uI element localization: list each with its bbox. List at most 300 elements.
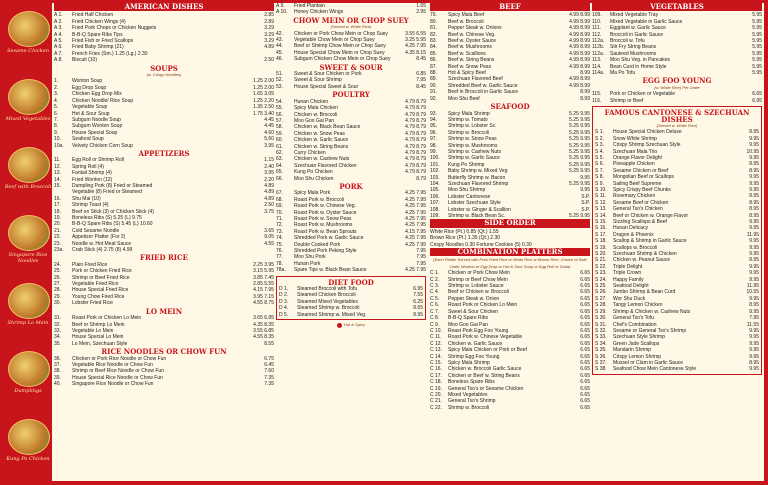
item-price: 8.79 <box>416 175 426 182</box>
item-name: Vegetable Soup <box>72 104 108 111</box>
item-name: Baby Shrimp w. Mixed Veg <box>448 168 508 175</box>
item-name: Pork or Chicken Fried Rice <box>72 268 132 275</box>
column-2 <box>276 3 426 481</box>
item-number: 7. <box>54 116 59 123</box>
item-price: 5.95 <box>752 44 762 51</box>
item-price: 9.95 <box>749 308 759 315</box>
item-number: S 5. <box>595 154 604 161</box>
poultry-heading: POULTRY <box>332 90 370 100</box>
item-number: 76. <box>276 248 283 255</box>
item-number: C 17. <box>430 372 442 379</box>
item-number: 115. <box>592 91 602 98</box>
diet-box <box>276 276 426 320</box>
item-price: 6.65 <box>580 295 590 302</box>
item-price: 8.95 <box>749 212 759 219</box>
item-price: 4.79 8.79 <box>405 169 426 176</box>
hot-spicy-icon <box>337 323 342 328</box>
item-name: Beef w. Mushrooms <box>448 44 492 51</box>
item-name: Spicy Mala Beef <box>448 12 485 19</box>
food-photo <box>8 147 50 183</box>
item-price: 9.95 <box>580 174 590 181</box>
item-number: 20. <box>54 221 61 228</box>
item-number: 37. <box>54 361 61 368</box>
item-number: C 8. <box>430 315 440 322</box>
item-number: C 14. <box>430 353 442 360</box>
item-price: 5.95 <box>752 12 762 19</box>
item-price: 8.95 <box>749 129 759 136</box>
item-name: Chicken w. Peanut Sauce <box>613 257 670 264</box>
item-number: 6. <box>54 110 59 117</box>
item-number: 19. <box>54 215 61 221</box>
item-price: 4.79 8.79 <box>405 124 426 131</box>
item-price: 8.45 <box>416 56 426 63</box>
item-number: S 25. <box>595 283 607 290</box>
item-name: Shrimp w. Snow Peas <box>448 136 497 143</box>
item-price: 6.95 <box>413 286 423 293</box>
specials-heading: FAMOUS CANTONESE & SZECHUAN DISHES <box>604 108 750 124</box>
item-number: 74. <box>276 235 283 242</box>
item-name: Spicy Mala Chicken or Pork or Beef <box>448 347 527 354</box>
item-number: S 23. <box>595 270 607 277</box>
item-number: A 1. <box>54 12 63 19</box>
item-price: 3.65 <box>264 227 274 234</box>
menu-item <box>595 366 759 372</box>
item-name: Lobster w. Ginger & Scallion <box>448 206 511 213</box>
item-name: Lo Mein, Szechuan Style <box>72 340 128 347</box>
item-name: Chicken w. Garlic Sauce <box>294 137 349 144</box>
item-number: 25. <box>54 268 61 275</box>
item-number: S 19. <box>595 244 607 251</box>
item-number: S 3. <box>595 142 604 149</box>
item-price: 11.95 <box>746 231 759 238</box>
menu-item <box>276 176 426 182</box>
menu-item <box>276 56 426 62</box>
item-number: 93. <box>430 110 437 117</box>
item-price: 6.65 <box>580 327 590 334</box>
item-price: 8.95 <box>749 302 759 309</box>
item-name: Szechuan Mala Trio <box>613 148 658 155</box>
item-price: 4.99 8.99 <box>569 82 590 89</box>
item-name: General Tso's Chicken <box>613 206 663 213</box>
photo-caption: Shrimp Lo Mein <box>7 320 49 326</box>
item-number: S 31. <box>595 321 607 328</box>
item-number: 26. <box>54 274 61 281</box>
item-price: 7.55 <box>413 292 423 299</box>
item-price: 4.99 8.99 <box>569 50 590 57</box>
item-price: 3.55 6.55 <box>405 30 426 37</box>
item-price: 6.95 <box>752 97 762 104</box>
item-number: 85. <box>430 50 437 57</box>
item-price: 4.89 <box>264 195 274 202</box>
item-name: Cold Sesame Noodle <box>72 227 120 234</box>
item-number: 83. <box>430 38 437 45</box>
item-price: 4.99 8.99 <box>569 44 590 51</box>
item-number: 64. <box>276 162 283 169</box>
item-number: 102. <box>430 168 440 175</box>
item-name: Shrimp w. Tomato <box>448 116 488 123</box>
item-number: C 10. <box>430 327 442 334</box>
item-price: 5.95 <box>752 70 762 77</box>
item-name: Beef or Shrimp Chow Mein or Chop Suey <box>294 43 386 50</box>
item-name: Spicy Mala Shrimp <box>448 110 490 117</box>
item-name: Shrimp w. Lobster Sauce <box>448 283 504 290</box>
item-number: 35. <box>54 340 61 347</box>
item-name: Moo Shu Pork <box>294 254 326 261</box>
item-price: 4.15 7.95 <box>405 228 426 235</box>
rice_noodles-heading: RICE NOODLES OR CHOW FUN <box>101 347 227 357</box>
item-price: 6.65 <box>580 283 590 290</box>
item-price: 8.65 <box>413 305 423 312</box>
item-name: Sauteed Mushrooms <box>610 50 657 57</box>
item-number: 62. <box>276 149 283 156</box>
item-price: 4.45 <box>264 116 274 123</box>
item-price: 9.95 <box>749 295 759 302</box>
item-number: C 7. <box>430 308 440 315</box>
column-1 <box>54 3 274 481</box>
item-number: 46. <box>276 56 283 63</box>
item-name: Curry Chicken <box>294 149 326 156</box>
item-name: Hunan Delicacy <box>613 225 649 232</box>
item-name: Pineapple Chicken <box>613 161 655 168</box>
item-number: 23. <box>54 240 61 247</box>
item-number: S 17. <box>595 231 607 238</box>
item-price: 4.25 7.95 <box>405 43 426 50</box>
item-name: Shrimp w. Garlic Sauce <box>448 155 500 162</box>
item-number: 33. <box>54 327 61 334</box>
item-number: S 9. <box>595 180 604 187</box>
appetizers-heading: APPETIZERS <box>138 148 190 158</box>
item-name: Chicken Noodle/ Rice Soup <box>72 97 134 104</box>
item-price: 8.95 <box>749 257 759 264</box>
item-name: Lobster Cantonese <box>448 193 491 200</box>
item-name: General Tso's Shrimp <box>448 398 496 405</box>
item-price: 4.55 8.75 <box>253 300 274 307</box>
item-number: 73. <box>276 228 283 235</box>
item-price: 4.35 8.35 <box>253 321 274 328</box>
item-name: Mixed Vegetable Tray <box>610 12 659 19</box>
item-number: S 26. <box>595 289 607 296</box>
item-number: 105. <box>430 187 440 194</box>
item-name: Lobster Fried Rice <box>72 300 113 307</box>
item-number: 67. <box>276 190 283 197</box>
item-name: Steamed Shrimp w. Mixed Veg. <box>297 311 367 318</box>
item-number: C 9. <box>430 321 440 328</box>
item-price: 6.65 <box>580 334 590 341</box>
item-number: 13. <box>54 170 61 177</box>
item-price: 10.55 <box>746 289 759 296</box>
item-number: 101. <box>430 161 440 168</box>
item-price: 9.95 <box>749 154 759 161</box>
item-number: C 22. <box>430 404 442 411</box>
item-number: 69. <box>276 203 283 210</box>
item-price: 4.89 <box>264 182 274 189</box>
item-price: 4.25 7.95 <box>405 216 426 222</box>
item-price: 9.95 <box>749 142 759 149</box>
item-name: Chicken w. Broccoli <box>294 111 338 118</box>
item-price: 4.79 8.79 <box>405 137 426 144</box>
item-price: 7.95 <box>416 77 426 84</box>
item-price: 5.95 <box>752 50 762 57</box>
item-name: Hunan Pork <box>294 260 321 267</box>
item-number: 81. <box>430 25 437 32</box>
item-price: 7.95 <box>416 248 426 255</box>
item-name: Bean Curd in Home Style <box>610 63 667 70</box>
item-price: S.P. <box>581 193 590 200</box>
food-photo <box>8 283 50 319</box>
item-name: Scallops w. Broccoli <box>613 244 658 251</box>
item-number: 36. <box>54 355 61 362</box>
item-number: 88. <box>430 70 437 77</box>
photo-caption: Mixed Vegetables <box>5 116 51 122</box>
item-price: 4.15 7.95 <box>253 287 274 294</box>
item-price: 4.99 8.99 <box>569 38 590 45</box>
item-name: Snow White Shrimp <box>613 135 657 142</box>
item-name: Roast Pork w. Chinese Vegetable <box>448 334 523 341</box>
item-number: S 18. <box>595 238 607 245</box>
item-number: 112b. <box>592 44 605 51</box>
item-price: 6.65 <box>580 315 590 322</box>
item-number: 9. <box>54 129 59 136</box>
item-price: 9.95 <box>580 187 590 194</box>
item-name: Biscuit (10) <box>72 57 98 64</box>
item-price: 7.35 <box>264 381 274 388</box>
item-price: 9.95 <box>749 135 759 142</box>
item-number: S 34. <box>595 340 607 347</box>
item-number: 31. <box>54 315 61 322</box>
item-price: 9.95 <box>749 334 759 341</box>
item-price: 7.95 <box>416 260 426 267</box>
item-price: 11.95 <box>746 283 759 290</box>
column-4 <box>592 3 762 481</box>
item-price: S.P. <box>581 206 590 213</box>
item-number: 29. <box>54 293 61 300</box>
item-number: 112a. <box>592 50 605 57</box>
item-price: 4.79 8.79 <box>405 111 426 118</box>
item-price: 3.29 <box>264 31 274 38</box>
item-number: A 9. <box>276 3 285 9</box>
item-name: Chicken w. Cashew Nuts <box>294 156 350 163</box>
item-name: Szechuan Shrimp & Chicken <box>613 251 677 258</box>
item-price: 5.95 <box>752 63 762 70</box>
item-price: 5.60 <box>264 136 274 143</box>
item-number: 52. <box>276 77 283 84</box>
item-number: D 4. <box>279 305 289 312</box>
photo-strip <box>4 3 52 481</box>
item-name: Spicy Mala Shrimp <box>448 359 490 366</box>
item-price: 4.89 <box>264 189 274 196</box>
item-name: Brown Rice (Pt.) 1.35 (Qt.) 2.30 <box>430 235 501 242</box>
menu-item <box>279 312 423 318</box>
item-name: House Special Fried Rice <box>72 287 129 294</box>
item-price: 4.35 8.15 <box>405 49 426 56</box>
item-price: 4.55 <box>264 240 274 247</box>
item-price: 4.25 7.95 <box>405 241 426 248</box>
item-price: 4.45 <box>264 123 274 130</box>
item-name: Fried Half Chicken <box>72 12 114 19</box>
item-price: 6.65 <box>580 347 590 354</box>
item-price: 4.99 8.99 <box>569 25 590 32</box>
item-number: 103. <box>430 174 440 181</box>
item-number: S 22. <box>595 263 607 270</box>
soups-heading: SOUPS <box>150 63 178 73</box>
item-number: 23a. <box>54 247 64 254</box>
item-name: Chicken w. Broccoli Garlic Sauce <box>448 366 522 373</box>
item-name: Dragon & Phoenix <box>613 231 654 238</box>
item-price: 9.95 <box>749 251 759 258</box>
item-number: 61. <box>276 143 283 150</box>
specials-subheading: (Served w. White Rice) <box>656 122 698 128</box>
item-name: Roast Pork w. Broccoli <box>294 196 345 203</box>
item-number: S 15. <box>595 219 607 225</box>
item-price: 5.25 9.95 <box>569 110 590 117</box>
item-name: Spicy Crispy Beef Chunks <box>613 186 671 193</box>
item-number: 92. <box>430 95 437 102</box>
item-name: Triple Delight <box>613 263 643 270</box>
menu-item <box>54 57 274 63</box>
item-number: 113. <box>592 57 602 64</box>
item-name: Vegetable Chow Mein or Chop Suey <box>294 37 375 44</box>
item-name: Orange Flavor Delight <box>613 154 662 161</box>
item-name: White Rice (Pt.) 0.85 (Qt.) 1.55 <box>430 228 499 235</box>
item-name: Steamed Chicken Broccoli <box>297 292 356 299</box>
item-number: S 4. <box>595 148 604 155</box>
item-number: C 15. <box>430 359 442 366</box>
item-number: 10. <box>54 136 61 143</box>
menu-item <box>54 381 274 387</box>
item-name: Boneless Ribs (S) 5.25 (L) 9.75 <box>72 215 142 221</box>
item-name: Chicken w. String Beans <box>294 143 349 150</box>
item-price: 2.50 <box>264 202 274 209</box>
chow_mein-heading: CHOW MEIN OR CHOP SUEY <box>293 15 409 25</box>
pork-heading: PORK <box>339 181 363 191</box>
item-price: 6.65 <box>580 359 590 366</box>
item-number: 21. <box>54 227 61 234</box>
item-name: Fantail Shrimp (4) <box>72 170 112 177</box>
item-price: 4.25 7.95 <box>405 190 426 197</box>
item-price: 6.65 <box>580 404 590 411</box>
item-number: 65. <box>276 169 283 176</box>
item-price: 9.95 <box>749 327 759 334</box>
item-number: 84. <box>430 44 437 51</box>
item-name: Chicken or Pork Chow Mein or Chop Suey <box>294 30 388 37</box>
item-number: 80. <box>430 18 437 25</box>
item-name: Fried Chicken Wings (4) <box>72 18 126 25</box>
side_order-heading: SIDE ORDER <box>430 219 590 227</box>
item-name: Double Cooked Pork <box>294 241 341 248</box>
item-name: Sweet & Sour Chicken <box>448 308 499 315</box>
item-name: Shredded Beef w. Garlic Sauce <box>448 82 518 89</box>
item-number: C 18. <box>430 379 442 386</box>
item-name: Chicken w. Garlic Sauce <box>448 340 503 347</box>
item-price: 4.89 <box>264 44 274 51</box>
item-price: 5.25 9.95 <box>569 136 590 143</box>
item-price: 6.65 <box>580 308 590 315</box>
item-price: 4.79 8.79 <box>405 156 426 163</box>
item-price: 4.25 7.95 <box>405 235 426 242</box>
item-name: Shrimp or Beef Chow Mein <box>448 276 508 283</box>
lo_mein-heading: LO MEIN <box>145 306 183 316</box>
item-number: 79. <box>430 12 437 19</box>
item-name: Shredded Pork Peking Style <box>294 248 357 255</box>
item-name: Shrimp or Beef <box>610 97 644 104</box>
item-number: 75. <box>276 241 283 248</box>
item-price: 4.99 8.99 <box>569 31 590 38</box>
item-name: Chicken Egg Drop Mix <box>72 91 122 98</box>
item-number: S 7. <box>595 167 604 174</box>
item-price: 6.75 <box>264 355 274 362</box>
item-price: 4.25 7.95 <box>405 222 426 229</box>
item-name: Triple Crown <box>613 270 642 277</box>
food-photo <box>8 215 50 251</box>
item-name: Beef w. Oyster Sauce <box>448 38 497 45</box>
item-number: 89. <box>430 76 437 83</box>
item-number: 42. <box>276 30 283 37</box>
item-name: Beef on Stick (3) or Chicken Stick (4) <box>72 208 154 215</box>
item-number: S 10. <box>595 186 607 193</box>
item-number: 71. <box>276 216 283 222</box>
item-name: Beef or Chicken w. Broccoli <box>448 289 509 296</box>
item-name: Pork or Chicken or Vegetable <box>610 91 676 98</box>
item-name: Spring Roll (4) <box>72 163 104 170</box>
item-name: Moo Shu Veg. in Pancakes <box>610 57 671 64</box>
item-number: 15. <box>54 182 61 189</box>
food-photo <box>8 79 50 115</box>
item-price: 6.65 <box>580 270 590 277</box>
item-price: 5.25 9.95 <box>569 123 590 130</box>
item-name: Lobster Szechuan Style <box>448 200 501 207</box>
item-name: B-B-Q Spare Ribs <box>448 315 489 322</box>
item-price: 5.25 9.95 <box>569 116 590 123</box>
egg_foo-subheading: (w. White Rice) Per Order <box>654 84 700 90</box>
item-name: Szechuan Flavored Shrimp <box>448 180 509 187</box>
item-number: 17. <box>54 202 61 209</box>
item-price: 2.40 <box>264 163 274 170</box>
column-3 <box>430 3 590 481</box>
item-number: 107. <box>430 200 440 207</box>
item-name: Vegetable Fried Rice <box>72 281 119 288</box>
item-price: 8.99 <box>580 89 590 96</box>
item-number: 43. <box>276 37 283 44</box>
item-price: 9.95 <box>749 263 759 270</box>
item-name: Sweet & Sour Chicken or Pork <box>294 71 362 78</box>
item-name: Roast Pork w. Bean Sprouts <box>294 228 357 235</box>
item-number: S 14. <box>595 212 607 219</box>
item-name: Chef's Combination <box>613 321 657 328</box>
item-price <box>272 247 274 253</box>
item-name: Fried Plantain <box>294 3 325 9</box>
item-number: A 7. <box>54 50 63 57</box>
item-name: Wor Shu Duck <box>613 295 646 302</box>
item-price: 7.35 <box>264 374 274 381</box>
item-number: 58. <box>276 124 283 131</box>
item-price: 6.65 <box>580 391 590 398</box>
item-number: 44. <box>276 43 283 50</box>
item-price: 5.95 <box>752 38 762 45</box>
item-price: 2.85 5.55 <box>253 281 274 288</box>
item-name: Crispy Lemon Shrimp <box>613 353 662 360</box>
item-name: Crispy Noodles 0.30 Fortune Cookies (5) 0.30 <box>430 241 532 248</box>
item-number: 87. <box>430 63 437 70</box>
item-price: S.P. <box>581 200 590 207</box>
item-name: Ma Po Tofu <box>610 70 636 77</box>
item-name: Scallop & Shrimp in Garlic Sauce <box>613 238 687 245</box>
item-name: Hot & Sour Soup <box>72 110 110 117</box>
item-name: House Special Soup <box>72 129 118 136</box>
item-price: 10.95 <box>746 148 759 155</box>
item-name: Singapore Rice Noodle or Chow Fun <box>72 381 154 388</box>
item-number: 24. <box>54 261 61 268</box>
item-name: Beef w. String Beans <box>448 57 495 64</box>
